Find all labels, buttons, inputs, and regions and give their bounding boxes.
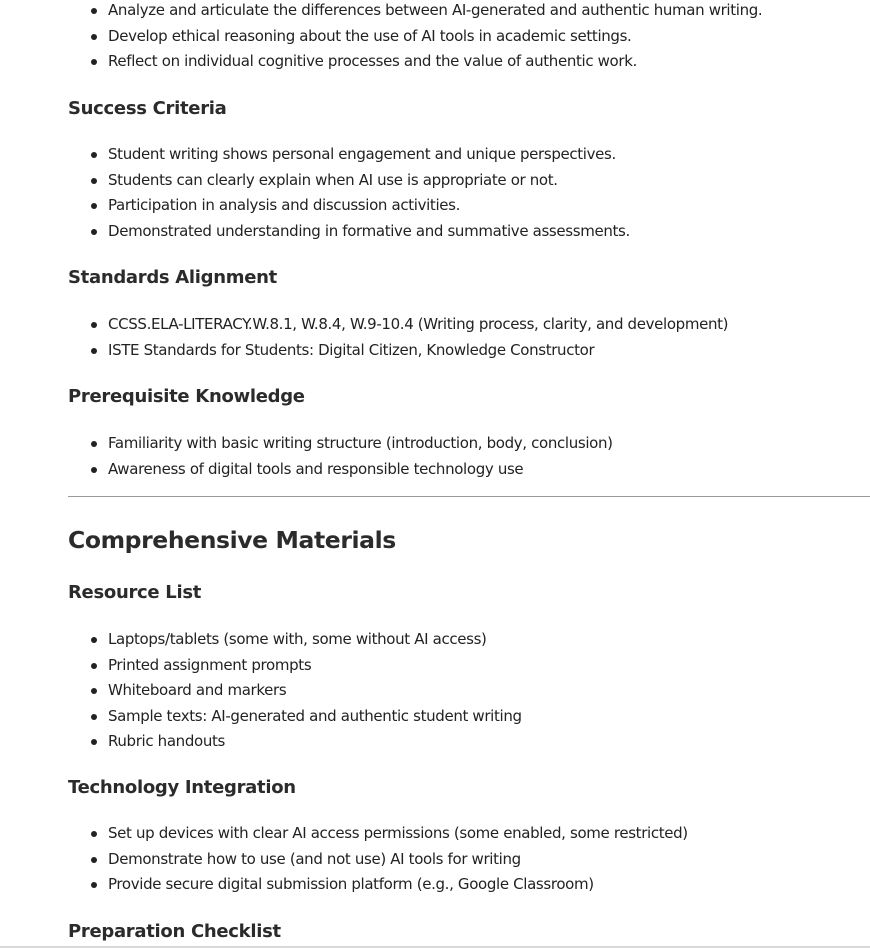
technology-integration-heading: Technology Integration — [68, 777, 296, 798]
resource-list — [68, 627, 522, 755]
section-divider — [68, 496, 870, 497]
list-item: Printed assignment prompts — [68, 653, 522, 679]
list-item: Rubric handouts — [68, 729, 522, 755]
list-item: Awareness of digital tools and responsible technology use — [68, 457, 613, 483]
technology-integration-list — [68, 821, 688, 898]
list-item: Analyze and articulate the differences between AI-generated and authentic human writing. — [68, 0, 762, 24]
list-item: ISTE Standards for Students: Digital Citizen, Knowledge Constructor — [68, 338, 728, 364]
objectives-list — [68, 0, 762, 75]
list-item: Whiteboard and markers — [68, 678, 522, 704]
list-item: Provide secure digital submission platform (e.g., Google Classroom) — [68, 872, 688, 898]
list-item: Set up devices with clear AI access permissions (some enabled, some restricted) — [68, 821, 688, 847]
resource-list-heading: Resource List — [68, 582, 202, 603]
standards-alignment-list — [68, 312, 728, 363]
success-criteria-heading: Success Criteria — [68, 98, 227, 119]
list-item: Student writing shows personal engagement and unique perspectives. — [68, 142, 630, 168]
list-item: Sample texts: AI-generated and authentic student writing — [68, 704, 522, 730]
list-item: Demonstrated understanding in formative and summative assessments. — [68, 219, 630, 245]
standards-alignment-heading: Standards Alignment — [68, 267, 277, 288]
list-item: Develop ethical reasoning about the use of AI tools in academic settings. — [68, 24, 762, 50]
preparation-checklist-heading: Preparation Checklist — [68, 921, 281, 942]
comprehensive-materials-heading: Comprehensive Materials — [68, 526, 396, 554]
list-item: Familiarity with basic writing structure (introduction, body, conclusion) — [68, 431, 613, 457]
prerequisite-knowledge-list — [68, 431, 613, 482]
prerequisite-knowledge-heading: Prerequisite Knowledge — [68, 386, 305, 407]
list-item: Participation in analysis and discussion activities. — [68, 193, 630, 219]
list-item: Laptops/tablets (some with, some without AI access) — [68, 627, 522, 653]
list-item: CCSS.ELA-LITERACY.W.8.1, W.8.4, W.9-10.4 (Writing process, clarity, and development) — [68, 312, 728, 338]
list-item: Students can clearly explain when AI use is appropriate or not. — [68, 168, 630, 194]
list-item: Reflect on individual cognitive processes and the value of authentic work. — [68, 49, 762, 75]
list-item: Demonstrate how to use (and not use) AI tools for writing — [68, 847, 688, 873]
success-criteria-list — [68, 142, 630, 244]
